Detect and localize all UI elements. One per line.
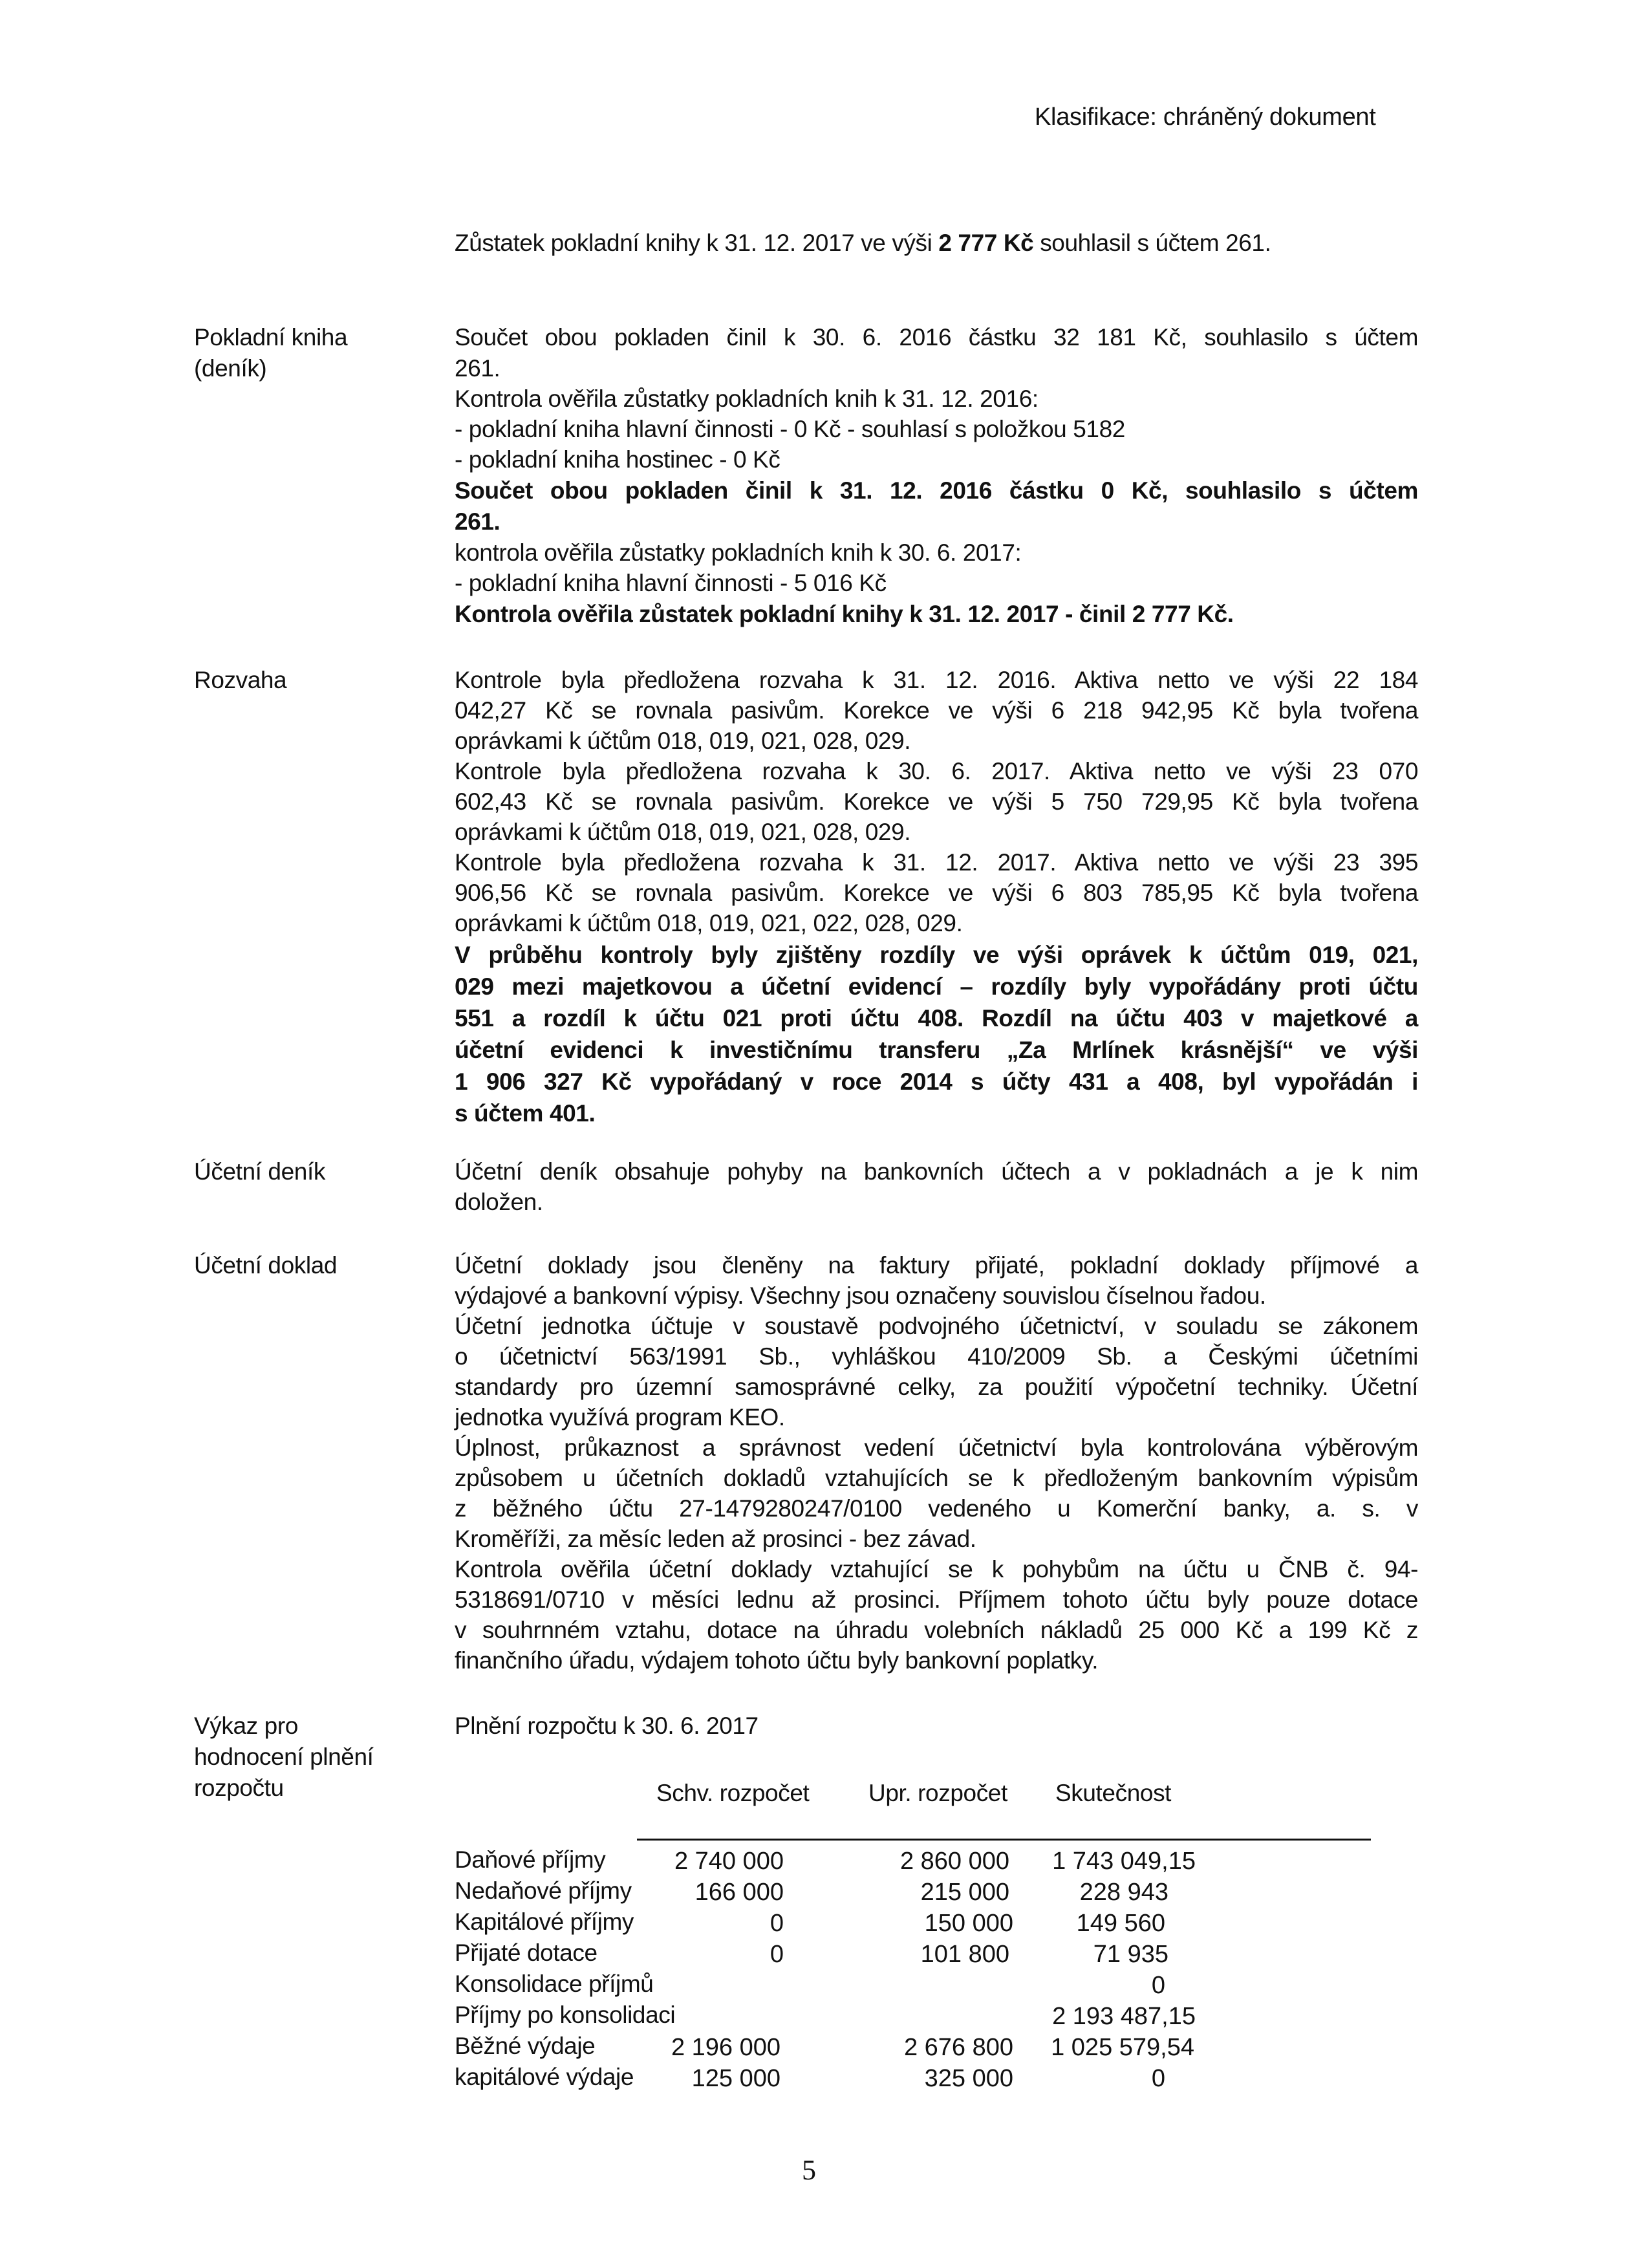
table-cell-schv: 166 000 [694, 1879, 784, 1906]
section-label-vykaz-2: hodnocení plnění [194, 1744, 374, 1770]
table-cell-upr: 150 000 [924, 1910, 1013, 1937]
text-line: 042,27 Kč se rovnala pasivům. Korekce ve výši 6 218 942,95 Kč byla tvořena [455, 697, 1418, 724]
section-label-vykaz: Výkaz pro [194, 1712, 298, 1739]
text-line: Kontrola ověřila účetní doklady vztahující se k pohybům na účtu u ČNB č. 94- [455, 1556, 1418, 1582]
text-line: z běžného účtu 27-1479280247/0100 vedeného u Komerční banky, a. s. v [455, 1495, 1418, 1522]
budget-title: Plnění rozpočtu k 30. 6. 2017 [455, 1712, 759, 1739]
intro-paragraph [455, 231, 1271, 255]
section-label-pokladni-kniha-2: (deník) [194, 355, 267, 382]
text-line: - pokladní kniha hlavní činnosti - 0 Kč - souhlasí s položkou 5182 [455, 416, 1125, 442]
table-cell-schv: 2 740 000 [674, 1848, 784, 1875]
page-number: 5 [802, 2154, 816, 2186]
text-line-bold: 029 mezi majetkovou a účetní evidencí – rozdíly byly vypořádány proti účtu [455, 973, 1418, 1000]
text-line-bold: Kontrola ověřila zůstatek pokladní knihy k 31. 12. 2017 - činil 2 777 Kč. [455, 601, 1234, 627]
intro-amount: 2 777 Kč [938, 230, 1034, 256]
intro-suffix: souhlasil s účtem 261. [1033, 230, 1271, 256]
text-line: Kontrole byla předložena rozvaha k 30. 6. 2017. Aktiva netto ve výši 23 070 [455, 758, 1418, 784]
text-line: 602,43 Kč se rovnala pasivům. Korekce ve výši 5 750 729,95 Kč byla tvořena [455, 788, 1418, 815]
text-line: Kontrola ověřila zůstatky pokladních knih k 31. 12. 2016: [455, 385, 1039, 412]
table-cell-upr: 101 800 [920, 1941, 1009, 1968]
text-line: - pokladní kniha hostinec - 0 Kč [455, 446, 780, 473]
text-line: způsobem u účetních dokladů vztahujících se k předloženým bankovním výpisům [455, 1465, 1418, 1491]
table-cell-skut: 1 025 579,54 [1051, 2034, 1194, 2061]
text-line: Účetní doklady jsou členěny na faktury přijaté, pokladní doklady příjmové a [455, 1252, 1418, 1279]
text-line-bold: V průběhu kontroly byly zjištěny rozdíly ve výši oprávek k účtům 019, 021, [455, 942, 1418, 968]
text-line: Kontrole byla předložena rozvaha k 31. 12. 2017. Aktiva netto ve výši 23 395 [455, 849, 1418, 876]
text-line-bold: účetní evidenci k investičnímu transferu „Za Mrlínek krásnější“ ve výši [455, 1037, 1418, 1063]
section-label-ucetni-denik: Účetní deník [194, 1158, 325, 1185]
text-line-bold: 1 906 327 Kč vypořádaný v roce 2014 s účty 431 a 408, byl vypořádán i [455, 1068, 1418, 1095]
text-line: Účetní deník obsahuje pohyby na bankovních účtech a v pokladnách a je k nim [455, 1158, 1418, 1185]
table-row-label: Běžné výdaje [455, 2033, 596, 2059]
table-cell-upr: 215 000 [920, 1879, 1009, 1906]
section-label-pokladni-kniha: Pokladní kniha [194, 324, 348, 351]
text-line: jednotka využívá program KEO. [455, 1404, 785, 1431]
text-line: Úplnost, průkaznost a správnost vedení účetnictví byla kontrolována výběrovým [455, 1434, 1418, 1461]
table-cell-skut: 0 [1151, 2065, 1165, 2092]
section-label-ucetni-doklad: Účetní doklad [194, 1252, 338, 1279]
table-cell-skut: 1 743 049,15 [1052, 1848, 1196, 1875]
column-header-schv: Schv. rozpočet [656, 1780, 810, 1806]
text-line: oprávkami k účtům 018, 019, 021, 022, 028, 029. [455, 910, 963, 936]
table-cell-schv: 0 [770, 1910, 784, 1937]
text-line: Součet obou pokladen činil k 30. 6. 2016 částku 32 181 Kč, souhlasilo s účtem [455, 324, 1418, 351]
section-label-vykaz-3: rozpočtu [194, 1775, 284, 1801]
intro-prefix: Zůstatek pokladní knihy k 31. 12. 2017 ve výši [455, 230, 939, 256]
text-line: oprávkami k účtům 018, 019, 021, 028, 029. [455, 819, 911, 845]
table-row-label: Příjmy po konsolidaci [455, 2002, 676, 2028]
table-header-rule [637, 1839, 1371, 1841]
text-line: Kontrole byla předložena rozvaha k 31. 12. 2016. Aktiva netto ve výši 22 184 [455, 667, 1418, 693]
table-row-label: Přijaté dotace [455, 1939, 597, 1966]
text-line-bold: s účtem 401. [455, 1100, 596, 1127]
table-row-label: kapitálové výdaje [455, 2064, 634, 2090]
section-label-rozvaha: Rozvaha [194, 667, 287, 693]
text-line: doložen. [455, 1189, 543, 1215]
text-line: oprávkami k účtům 018, 019, 021, 028, 029. [455, 728, 911, 754]
table-row-label: Kapitálové příjmy [455, 1908, 634, 1935]
text-line: v souhrnném vztahu, dotace na úhradu volebních nákladů 25 000 Kč a 199 Kč z [455, 1617, 1418, 1643]
text-line: o účetnictví 563/1991 Sb., vyhláškou 410/2009 Sb. a Českými účetními [455, 1343, 1418, 1370]
text-line: 906,56 Kč se rovnala pasivům. Korekce ve výši 6 803 785,95 Kč byla tvořena [455, 880, 1418, 906]
text-line: - pokladní kniha hlavní činnosti - 5 016 Kč [455, 570, 887, 596]
text-line: kontrola ověřila zůstatky pokladních knih k 30. 6. 2017: [455, 539, 1022, 566]
text-line-bold: Součet obou pokladen činil k 31. 12. 2016 částku 0 Kč, souhlasilo s účtem [455, 477, 1418, 504]
table-row-label: Konsolidace příjmů [455, 1971, 654, 1997]
table-row-label: Nedaňové příjmy [455, 1877, 632, 1904]
table-cell-skut: 0 [1151, 1972, 1165, 1999]
table-cell-upr: 325 000 [924, 2065, 1013, 2092]
table-cell-upr: 2 676 800 [903, 2034, 1013, 2061]
text-line-bold: 551 a rozdíl k účtu 021 proti účtu 408. Rozdíl na účtu 403 v majetkové a [455, 1005, 1418, 1031]
text-line: výdajové a bankovní výpisy. Všechny jsou označeny souvislou číselnou řadou. [455, 1282, 1266, 1309]
text-line: standardy pro územní samosprávné celky, za použití výpočetní techniky. Účetní [455, 1374, 1418, 1400]
table-cell-skut: 228 943 [1079, 1879, 1168, 1906]
table-cell-schv: 0 [770, 1941, 784, 1968]
text-line: finančního úřadu, výdajem tohoto účtu byly bankovní poplatky. [455, 1647, 1099, 1674]
table-cell-skut: 2 193 487,15 [1052, 2003, 1196, 2030]
text-line: 5318691/0710 v měsíci lednu až prosinci. Příjmem tohoto účtu byly pouze dotace [455, 1586, 1418, 1613]
table-cell-upr: 2 860 000 [899, 1848, 1009, 1875]
text-line-bold: 261. [455, 508, 501, 535]
text-line: Účetní jednotka účtuje v soustavě podvojného účetnictví, v souladu se zákonem [455, 1313, 1418, 1339]
column-header-upr: Upr. rozpočet [868, 1780, 1007, 1806]
table-cell-skut: 71 935 [1093, 1941, 1168, 1968]
table-row-label: Daňové příjmy [455, 1846, 606, 1873]
table-cell-skut: 149 560 [1076, 1910, 1165, 1937]
column-header-skut: Skutečnost [1055, 1780, 1172, 1806]
table-cell-schv: 125 000 [691, 2065, 780, 2092]
table-cell-schv: 2 196 000 [671, 2034, 780, 2061]
text-line: 261. [455, 355, 501, 382]
text-line: Kroměříži, za měsíc leden až prosinci - bez závad. [455, 1526, 976, 1552]
classification-header: Klasifikace: chráněný dokument [1035, 103, 1376, 131]
